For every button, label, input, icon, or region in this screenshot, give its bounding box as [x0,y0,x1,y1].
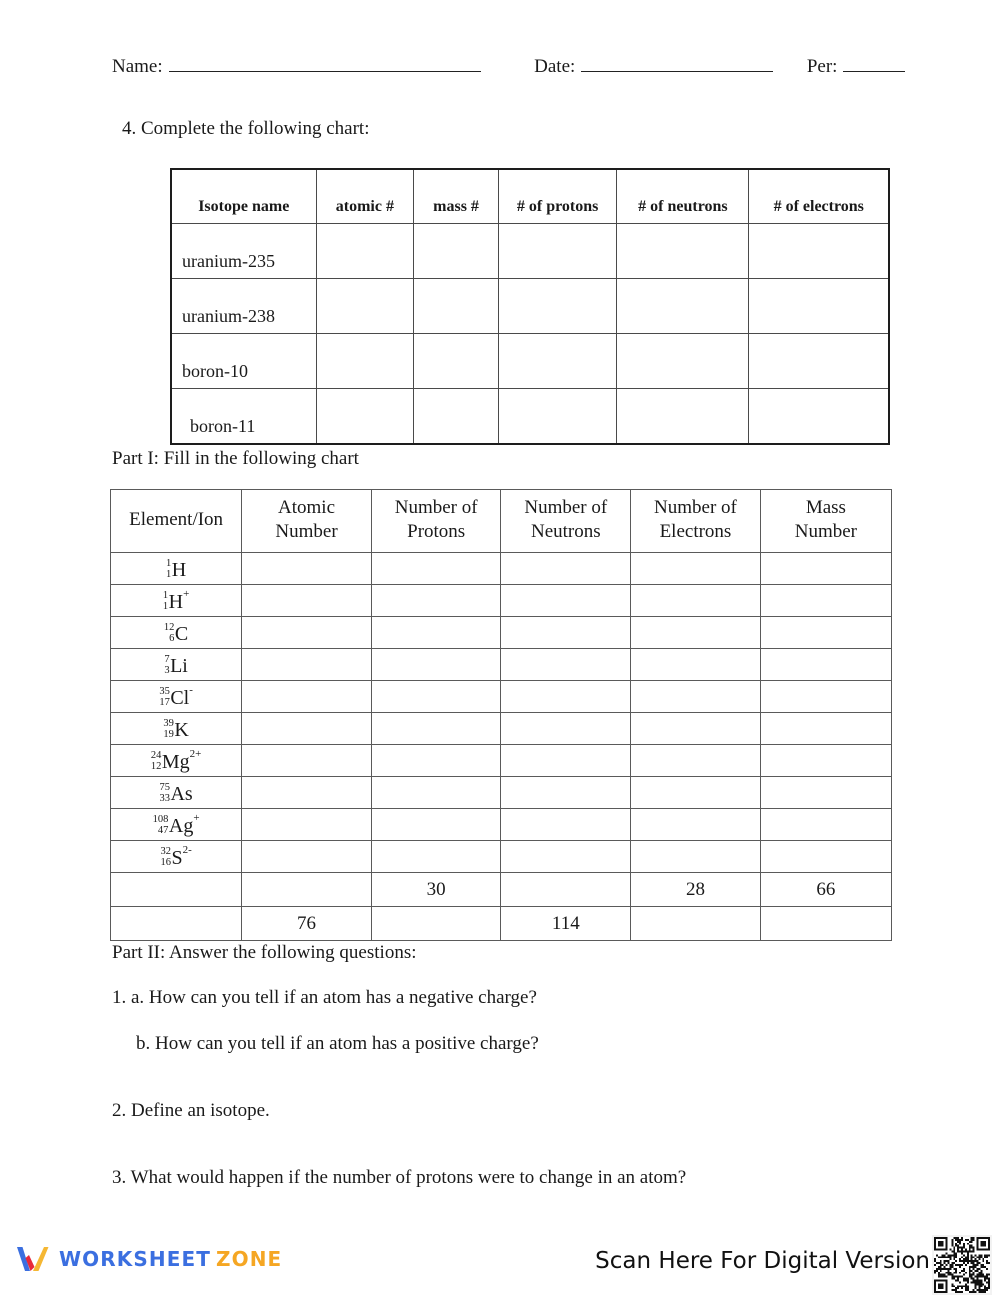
answer-cell-electrons[interactable] [631,841,761,873]
answer-cell-neutrons[interactable] [617,334,749,389]
isotope-notation [150,748,202,773]
element-ion-cell [111,585,242,617]
isotope-name-cell: uranium-235 [171,224,316,279]
worksheet-header [112,56,888,84]
col-header-line2: Number [794,521,858,542]
answer-cell-atomic[interactable] [242,873,372,907]
element-ion-cell [111,713,242,745]
isotope-chart-table [170,168,890,445]
answer-cell-protons[interactable] [371,745,501,777]
col-mass-number: mass # [414,169,499,224]
question-1b: b. How can you tell if an atom has a positive charge? [136,1033,539,1054]
answer-cell-mass[interactable] [760,681,891,713]
isotope-chart-header-row [171,169,889,224]
question-4-prompt: 4. Complete the following chart: [122,118,370,139]
col-header-line2: Protons [407,521,466,542]
answer-cell-protons[interactable] [498,279,616,334]
table-row [171,389,889,445]
table-row [111,745,892,777]
col-atomic-number: atomic # [316,169,414,224]
ion-charge: 2+ [189,748,202,761]
answer-cell-element[interactable] [111,907,242,941]
table-row [111,713,892,745]
atomic-number: 19 [163,728,174,740]
col-header-line2: Neutrons [530,521,601,542]
given-value-cell-atomic: 76 [242,907,372,941]
isotope-notation [164,623,188,644]
page-footer [0,1232,1000,1294]
atomic-number: 33 [159,792,170,804]
isotope-name-cell: boron-10 [171,334,316,389]
answer-cell-mass[interactable] [760,649,891,681]
per-label: Per: [806,56,838,77]
answer-cell-electrons[interactable] [749,279,889,334]
answer-cell-mass[interactable] [414,389,499,445]
ion-charge: + [183,588,190,601]
element-ion-body [111,553,892,941]
answer-cell-neutrons[interactable] [501,553,631,585]
answer-cell-mass[interactable] [760,777,891,809]
answer-cell-neutrons[interactable] [501,681,631,713]
col-header-5 [760,490,891,553]
table-row [111,777,892,809]
answer-cell-protons[interactable] [498,334,616,389]
answer-cell-mass[interactable] [760,617,891,649]
question-2: 2. Define an isotope. [112,1100,270,1121]
col-header-line1: Number of [524,496,608,518]
element-ion-header-row [111,490,892,553]
answer-cell-neutrons[interactable] [617,279,749,334]
table-row [111,617,892,649]
part-1-heading: Part I: Fill in the following chart [112,448,359,469]
answer-cell-protons[interactable] [371,553,501,585]
table-row [111,809,892,841]
element-symbol: Mg [161,750,190,773]
atomic-number: 47 [157,824,169,836]
table-row [111,873,892,907]
answer-cell-atomic[interactable] [316,224,414,279]
atomic-number: 12 [150,760,162,772]
mass-number: 35 [159,686,170,698]
isotope-numbers [159,687,170,708]
mass-number: 1 [166,558,172,570]
answer-cell-electrons[interactable] [749,224,889,279]
mass-number: 7 [164,654,170,666]
col-header-line1: Number of [394,496,478,518]
isotope-numbers [153,815,169,836]
col-header-4 [631,490,761,553]
col-header-0 [111,490,242,553]
col-header-line2: Electrons [659,521,732,542]
date-field [534,56,773,78]
worksheet-zone-logo[interactable] [14,1244,282,1274]
element-symbol: Li [170,654,188,677]
col-header-line1: Number of [654,496,737,518]
table-row [111,553,892,585]
answer-cell-element[interactable] [111,873,242,907]
col-header-2 [371,490,501,553]
answer-cell-electrons[interactable] [631,617,761,649]
col-neutrons: # of neutrons [617,169,749,224]
answer-cell-mass[interactable] [760,713,891,745]
answer-cell-neutrons[interactable] [501,713,631,745]
answer-cell-mass[interactable] [760,841,891,873]
answer-cell-electrons[interactable] [631,585,761,617]
answer-cell-neutrons[interactable] [501,873,631,907]
table-row [111,907,892,941]
answer-cell-electrons[interactable] [631,713,761,745]
element-ion-chart-wrapper [110,489,892,941]
answer-cell-neutrons[interactable] [501,649,631,681]
col-header-line2: Number [275,521,338,542]
answer-cell-protons[interactable] [371,585,501,617]
logo-wordmark [59,1247,282,1271]
col-protons: # of protons [498,169,616,224]
ion-charge: + [193,812,200,825]
answer-cell-protons[interactable] [371,649,501,681]
col-electrons: # of electrons [749,169,889,224]
element-symbol: H [171,558,187,581]
element-symbol: H [168,590,184,613]
answer-cell-atomic[interactable] [242,841,372,873]
isotope-numbers [151,751,162,772]
element-ion-chart-table [110,489,892,941]
given-value-cell-neutrons: 114 [501,907,631,941]
answer-cell-atomic[interactable] [242,713,372,745]
mass-number: 32 [160,846,171,858]
col-header-line1: Element/Ion [129,508,224,530]
answer-cell-neutrons[interactable] [501,745,631,777]
element-ion-cell [111,681,242,713]
answer-cell-neutrons[interactable] [501,617,631,649]
table-row [171,334,889,389]
isotope-notation [152,812,200,837]
ion-charge: 2- [182,844,192,857]
element-ion-cell [111,745,242,777]
answer-cell-electrons[interactable] [749,389,889,445]
given-value-cell-protons: 30 [371,873,501,907]
answer-cell-neutrons[interactable] [501,585,631,617]
answer-cell-mass[interactable] [760,585,891,617]
atomic-number: 1 [166,568,172,580]
answer-cell-atomic[interactable] [242,585,372,617]
element-ion-cell [111,649,242,681]
answer-cell-electrons[interactable] [631,649,761,681]
isotope-numbers [163,719,174,740]
isotope-numbers [163,591,168,612]
element-symbol: As [170,782,193,805]
logo-word-zone: ZONE [215,1247,283,1271]
answer-cell-mass[interactable] [414,279,499,334]
question-3: 3. What would happen if the number of protons were to change in an atom? [112,1167,687,1188]
table-row [111,585,892,617]
element-ion-cell [111,777,242,809]
table-row [111,841,892,873]
answer-cell-atomic[interactable] [316,389,414,445]
answer-cell-atomic[interactable] [242,777,372,809]
answer-cell-atomic[interactable] [316,334,414,389]
name-write-line[interactable] [169,57,481,72]
answer-cell-atomic[interactable] [242,553,372,585]
logo-word-worksheet: WORKSHEET [59,1247,211,1271]
col-header-line1: Atomic [278,496,336,518]
answer-cell-protons[interactable] [498,389,616,445]
answer-cell-electrons[interactable] [631,553,761,585]
table-row [111,681,892,713]
answer-cell-protons[interactable] [371,777,501,809]
isotope-numbers [166,559,171,580]
part-2-heading: Part II: Answer the following questions: [112,942,417,963]
element-symbol: K [174,718,189,741]
isotope-numbers [164,655,169,676]
answer-cell-electrons[interactable] [631,809,761,841]
isotope-notation [162,588,190,613]
table-row [171,279,889,334]
date-write-line[interactable] [581,57,773,72]
answer-cell-mass[interactable] [414,224,499,279]
answer-cell-atomic[interactable] [242,681,372,713]
isotope-notation [159,783,192,804]
answer-cell-protons[interactable] [371,713,501,745]
element-ion-cell [111,841,242,873]
answer-cell-mass[interactable] [760,809,891,841]
col-header-line1: Mass [805,496,846,518]
qr-code[interactable] [932,1235,992,1295]
answer-cell-mass[interactable] [760,745,891,777]
scan-here-text: Scan Here For Digital Version [595,1248,930,1274]
isotope-notation [159,684,193,709]
element-ion-cell [111,553,242,585]
answer-cell-mass[interactable] [760,907,891,941]
isotope-chart-wrapper [170,168,890,445]
answer-cell-atomic[interactable] [242,649,372,681]
given-value-cell-mass: 66 [760,873,891,907]
answer-cell-atomic[interactable] [316,279,414,334]
atomic-number: 16 [160,856,171,868]
mass-number: 12 [163,622,175,634]
answer-cell-electrons[interactable] [631,745,761,777]
isotope-numbers [159,783,170,804]
isotope-chart-body [171,224,889,445]
answer-cell-atomic[interactable] [242,809,372,841]
mass-number: 108 [152,814,169,826]
ion-charge: - [189,684,193,697]
col-isotope-name: Isotope name [171,169,316,224]
table-row [111,649,892,681]
isotope-notation [160,844,192,869]
element-symbol: Ag [168,814,194,837]
col-header-1 [242,490,372,553]
element-symbol: Cl [170,686,190,709]
answer-cell-protons[interactable] [371,681,501,713]
isotope-notation [166,559,186,580]
answer-cell-mass[interactable] [414,334,499,389]
answer-cell-atomic[interactable] [242,617,372,649]
table-row [171,224,889,279]
mass-number: 39 [163,718,174,730]
element-ion-cell [111,617,242,649]
element-symbol: S [171,846,183,869]
question-1a: 1. a. How can you tell if an atom has a negative charge? [112,987,537,1008]
mass-number: 1 [162,590,169,602]
name-label: Name: [112,56,163,77]
given-value-cell-electrons: 28 [631,873,761,907]
atomic-number: 1 [162,600,169,612]
per-write-line[interactable] [843,57,905,72]
answer-cell-protons[interactable] [371,841,501,873]
mass-number: 24 [150,750,162,762]
col-header-3 [501,490,631,553]
answer-cell-electrons[interactable] [631,777,761,809]
answer-cell-protons[interactable] [371,617,501,649]
answer-cell-neutrons[interactable] [617,224,749,279]
answer-cell-mass[interactable] [760,553,891,585]
answer-cell-electrons[interactable] [631,907,761,941]
isotope-name-cell: uranium-238 [171,279,316,334]
isotope-notation [164,655,188,676]
answer-cell-atomic[interactable] [242,745,372,777]
atomic-number: 3 [164,664,170,676]
name-field [112,56,481,78]
atomic-number: 17 [159,696,170,708]
answer-cell-electrons[interactable] [749,334,889,389]
answer-cell-neutrons[interactable] [501,841,631,873]
isotope-name-cell: boron-11 [171,389,316,445]
isotope-notation [163,719,188,740]
per-field [807,56,906,78]
w-logo-icon [14,1244,50,1274]
answer-cell-protons[interactable] [371,907,501,941]
atomic-number: 6 [169,632,175,644]
isotope-numbers [164,623,175,644]
answer-cell-neutrons[interactable] [501,777,631,809]
isotope-numbers [160,847,171,868]
answer-cell-neutrons[interactable] [617,389,749,445]
answer-cell-electrons[interactable] [631,681,761,713]
mass-number: 75 [159,782,170,794]
element-symbol: C [174,622,189,645]
answer-cell-neutrons[interactable] [501,809,631,841]
answer-cell-protons[interactable] [371,809,501,841]
answer-cell-protons[interactable] [498,224,616,279]
date-label: Date: [534,56,576,77]
element-ion-cell [111,809,242,841]
